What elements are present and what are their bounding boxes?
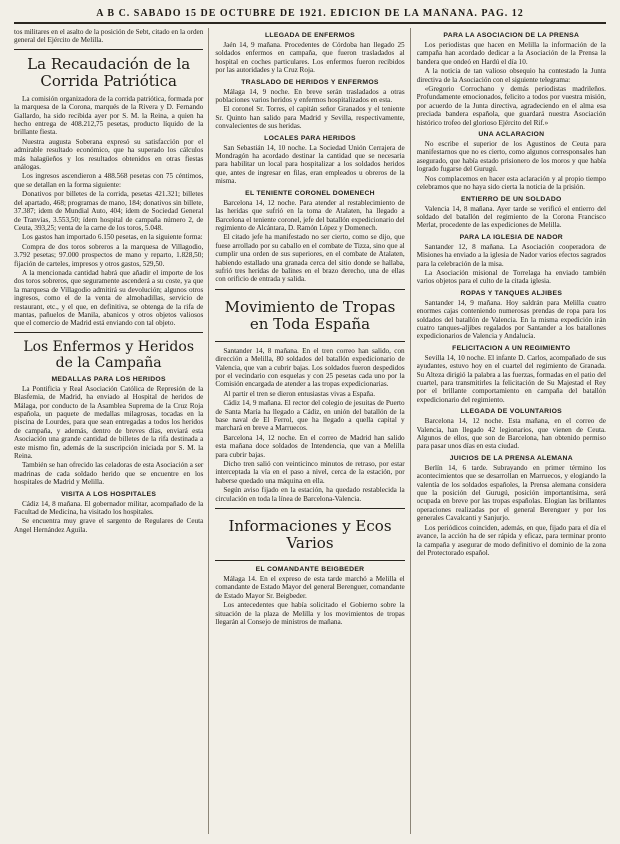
article-paragraph: La Pontificia y Real Asociación Católica de Represión de la Blasfemia, de Madrid, ha enviado al Hospital de heridos de Málaga, por conducto de la Asamblea Suprema de la Cruz Roja española, un paquete de medallas milagrosas, tocadas en la piscina de Lourdes, para que sean entregadas a todos los heridos de campaña, y además, dentro de breves días, enviará esta Asociación una grande cantidad de billetes de la rifa destinada a este mismo fin, además de la suscripción iniciada por S. M. la Reina. (14, 384, 204, 461)
article-paragraph: Sevilla 14, 10 noche. El infante D. Carlos, acompañado de sus ayudantes, estuvo hoy en el cuartel del regimiento de Granada. Su Alteza dirigió la palabra a las fuerzas, formadas en el patio del cuartel, para transmitirles la felicitación de Su Majestad el Rey por el brillante comportamiento en campaña del batallón expedicionario del regimiento. (416, 353, 606, 404)
article-paragraph: Los ingresos ascendieron a 488.568 pesetas con 75 céntimos, que se detallan en la forma siguiente: (14, 172, 204, 189)
column-left (14, 28, 209, 834)
article-paragraph: Los antecedentes que había solicitado el Gobierno sobre la situación de la plaza de Melilla y los movimientos de tropas llegarán al Consejo de ministros de mañana. (215, 601, 405, 627)
article-paragraph: Barcelona 14, 12 noche. Para atender al restablecimiento de las heridas que sufrió en la toma de Atalaten, ha llegado a Barcelona el teniente coronel, jefe del batallón expedicionario del regimiento de Alcántara, D. Ramón López y Domenech. (215, 198, 405, 232)
section-subhead: ROPAS Y TANQUES ALJIBES (460, 289, 563, 297)
article-paragraph: También se han ofrecido las celadoras de esta Asociación a ser madrinas de cada soldado herido que se encuentre en los hospitales de Madrid y Melilla. (14, 461, 204, 487)
section-subhead: JUICIOS DE LA PRENSA ALEMANA (449, 454, 573, 462)
section-subhead: FELICITACION A UN REGIMIENTO (452, 344, 571, 352)
article-paragraph: Los periódicos coinciden, además, en que, fijado para el día el avance, la acción ha de ser rápida y eficaz, para terminar pronto la campaña y asegurar de modo definitivo el dominio de la zona del Protectorado español. (416, 523, 606, 557)
enfermos-headline: Los Enfermos y Heridos de la Campaña (23, 338, 195, 371)
carry-over-text: tos militares en el asalto de la posición de Sebt, citado en la orden general del Ejército de Melilla. (14, 28, 204, 45)
informaciones-headline: Informaciones y Ecos Varios (228, 517, 392, 553)
article-paragraph: Dicho tren salió con veinticinco minutos de retraso, por estar interceptada la vía en el paso a nivel, cerca de la estación, por haberse quedado una máquina en ella. (215, 460, 405, 485)
article-paragraph: Málaga 14. En el expreso de esta tarde marchó a Melilla el comandante de Estado Mayor del general Berenguer, comandante de Estado Mayor Sr. Beigbeder. (215, 575, 405, 600)
article-paragraph: San Sebastián 14, 10 noche. La Sociedad Unión Cerrajera de Mondragón ha acordado destinar la cantidad que se necesaria para habilitar un local para hospitalizar a los soldados heridos que, antes de ingresar en filas, eran empleados u obreros de la misma. (215, 143, 405, 186)
article-paragraph: Valencia 14, 8 mañana. Ayer tarde se verificó el entierro del soldado del batallón del regimiento de la Corona Francisco Merlat, procedente de las expediciones de Melilla. (416, 204, 606, 230)
section-subhead: PARA LA IGLESIA DE NADOR (459, 233, 563, 241)
article-paragraph: Se encuentra muy grave el sargento de Regulares de Ceuta Angel Hernández Aguila. (14, 517, 204, 534)
article-paragraph: A la noticia de tan valioso obsequio ha contestado la Junta directiva de la Asociación con el siguiente telegrama: (416, 67, 606, 84)
movimiento-headline: Movimiento de Tropas en Toda España (224, 297, 396, 333)
article-paragraph: Cádiz 14, 9 mañana. El rector del colegio de jesuitas de Puerto de Santa María ha llegado a Cádiz, en unión del batallón de la base naval de El Ferrol, que ha llegado a quella capital y marchará en breve a Marruecos. (215, 399, 405, 433)
section-subhead: ENTIERRO DE UN SOLDADO (461, 195, 562, 203)
article-paragraph: Málaga 14, 9 noche. En breve serán trasladados a otras poblaciones varios heridos y enfermos hospitalizados en esta. (215, 87, 405, 105)
section-subhead: PARA LA ASOCIACION DE LA PRENSA (443, 32, 580, 39)
article-paragraph: Santander 12, 8 mañana. La Asociación cooperadora de Misiones ha enviado a la iglesia de Nador varios efectos sagrados para la celebración de la misa. (416, 242, 606, 268)
article-paragraph: Barcelona 14, 12 noche. Esta mañana, en el correo de Valencia, han llegado 42 legionarios, que vienen de Ceuta. Algunos de ellos, que son de Barcelona, han obtenido permiso para pasar unos días en esta ciudad. (416, 417, 606, 451)
newspaper-page (14, 8, 606, 838)
article-paragraph: Nuestra augusta Soberana expresó su satisfacción por el admirable resultado económico, que ha superado los cálculos más halagüeños y los resultados obtenidos en otras fiestas análogas. (14, 137, 204, 172)
page-header: A B C. SABADO 15 DE OCTUBRE DE 1921. EDICION DE LA MAÑANA. PAG. 12 (14, 8, 606, 24)
article-paragraph: Barcelona 14, 12 noche. En el correo de Madrid han salido esta mañana doce soldados de Intendencia, que van a Melilla para cubrir bajas. (215, 433, 405, 459)
article-paragraph: Los periodistas que hacen en Melilla la información de la campaña han acordado dedicar a la Asociación de la Prensa la bandera que ondeó en Hardú el día 10. (416, 41, 606, 66)
article-paragraph: Los gastos han importado 6.150 pesetas, en la siguiente forma: (22, 233, 203, 242)
section-subhead: UNA ACLARACION (478, 131, 545, 139)
article-paragraph: Santander 14, 9 mañana. Hoy saldrán para Melilla cuatro enormes cajas conteniendo numerosas prendas de ropa para los soldados del batallón de Valencia. En la misma expedición irán cuatro tanques-aljibes regalados por Santander a los batallones expedicionarios de Valencia y Andalucía. (416, 298, 606, 341)
article-paragraph: Jaén 14, 9 mañana. Procedentes de Córdoba han llegado 25 soldados enfermos en campaña, que fueron trasladados al hospital en coches particulares. Los enfermos fueron recibidos por las autoridades y la Cruz Roja. (215, 41, 405, 75)
article-paragraph: Al partir el tren se dieron entusiastas vivas a España. (223, 389, 376, 398)
article-paragraph: La Asociación misional de Torrelaga ha enviado también varios objetos para el culto de la citada iglesia. (416, 268, 606, 286)
article-paragraph: «Gregorio Corrochano y demás periodistas madrileños. Profundamente emocionados, felicito a todos por vuestra misión, por acuerdo de la Junta directiva, agradeciendo en el alma esa preciada bandera española, que guardará nuestra Asociación histórico trofeo del glorioso Ejército del Rif.» (416, 85, 606, 127)
section-subhead: VISITA A LOS HOSPITALES (61, 490, 157, 498)
section-subhead: EL TENIENTE CORONEL DOMENECH (245, 189, 375, 197)
column-middle (215, 28, 410, 834)
section-subhead: MEDALLAS PARA LOS HERIDOS (51, 375, 166, 383)
section-subhead: LLEGADA DE ENFERMOS (264, 32, 356, 39)
section-subhead: EL COMANDANTE BEIGBEDER (255, 566, 365, 574)
recaudacion-headline: La Recaudación de la Corrida Patriótica (27, 54, 191, 90)
section-subhead: LOCALES PARA HERIDOS (264, 134, 356, 142)
article-paragraph: Compra de dos toros sobreros a la marquesa de Villagodio, 3.792 pesetas; 97.000 prospectos de mano y reparto, 1.828,50; fijación de carteles, impresos y otros gastos, 529,50. (14, 242, 204, 268)
section-subhead: TRASLADO DE HERIDOS Y ENFERMOS (241, 78, 379, 86)
article-paragraph: El coronel Sr. Torres, el capitán señor Granados y el teniente Sr. Quinto han salido para Madrid y Sevilla, respectivamente, convalecientes de sus heridas. (215, 105, 405, 131)
article-paragraph: Según aviso fijado en la estación, ha quedado restablecida la circulación en toda la línea de Barcelona-Valencia. (215, 486, 405, 503)
article-paragraph: A la mencionada cantidad habrá que añadir el importe de los dos toros sobreros, que seguramente ascenderá a su coste, ya que la marquesa de Villagodio admitirá su devolución; algunos otros ingresos, como el de la venta de almohadillas, servicio de restaurant, etc., y el que, en definitiva, se obtenga de la rifa de mantas, pañuelos de Manila, abanicos y otros objetos valiosos que el comercio de Madrid está enviando con tal objeto. (14, 268, 204, 328)
article-paragraph: No escribe el superior de los Agustinos de Ceuta para manifestarnos que no es cierto, como algunos corresponsales han asegurado, que había estado prisionero de los moros y que había logrado fugarse del Gurugú. (416, 140, 606, 174)
article-paragraph: La comisión organizadora de la corrida patriótica, formada por la marquesa de la Corona, marqués de la Rivera y D. Fernando Gallardo, ha sido recibida ayer por S. M. la Reina, a quien ha hecho entrega de 408.212,75 pesetas, producto líquido de la brillante fiesta. (14, 94, 204, 137)
article-paragraph: El citado jefe ha manifestado no ser cierto, como se dijo, que fuese arrollado por su caballo en el combate de Tizza, sino que al cumplir una orden de sus superiores, en el combate de Atalaten, habiendo estallado una granada cerca del sitio donde se hallaba, sufrió tres heridas de balines en el brazo derecho, una de ellas con orificio de entrada y salida. (215, 233, 405, 284)
article-paragraph: Donativos por billetes de la corrida, pesetas 421.321; billetes del apartado, 468; programas de mano, 184; donativos sin billete, 37.387; idem de Mundial Auto, 404; ídem de Sociedad General de Tranvías, 3.553,50; ídem hospital de campaña número 2, de Ceuta, 393,25; venta de la carne de los toros, 5.048. (14, 190, 204, 232)
section-subhead: LLEGADA DE VOLUNTARIOS (460, 408, 563, 416)
column-right (417, 28, 606, 834)
article-paragraph: Nos complacemos en hacer esta aclaración y al propio tiempo celebramos que no haya sido cierta la noticia de la prisión. (416, 174, 606, 192)
article-paragraph: Berlín 14, 6 tarde. Subrayando en primer término los acontecimientos que se desarrollan en Marruecos, y elogiando la valentía de los soldados españoles, la Prensa alemana considera que la posición del Gurugú, posición importantísima, será ocupada en breve por las tropas españolas. Elogian las brillantes operaciones realizadas por el general Berenguer y por los generales Cavalcanti y Sanjurjo. (416, 463, 606, 523)
article-paragraph: Santander 14, 8 mañana. En el tren correo han salido, con dirección a Melilla, 80 soldados del batallón expedicionario de Valencia, que van a cubrir bajas. Los soldados fueron despedidos por el vecindario con esquelas y con 25 pesetas cada uno por la Comisión encargada de atender a las tropas expedicionarias. (215, 346, 405, 389)
article-paragraph: Cádiz 14, 8 mañana. El gobernador militar, acompañado de la Facultad de Medicina, ha visitado los hospitales. (14, 499, 204, 517)
